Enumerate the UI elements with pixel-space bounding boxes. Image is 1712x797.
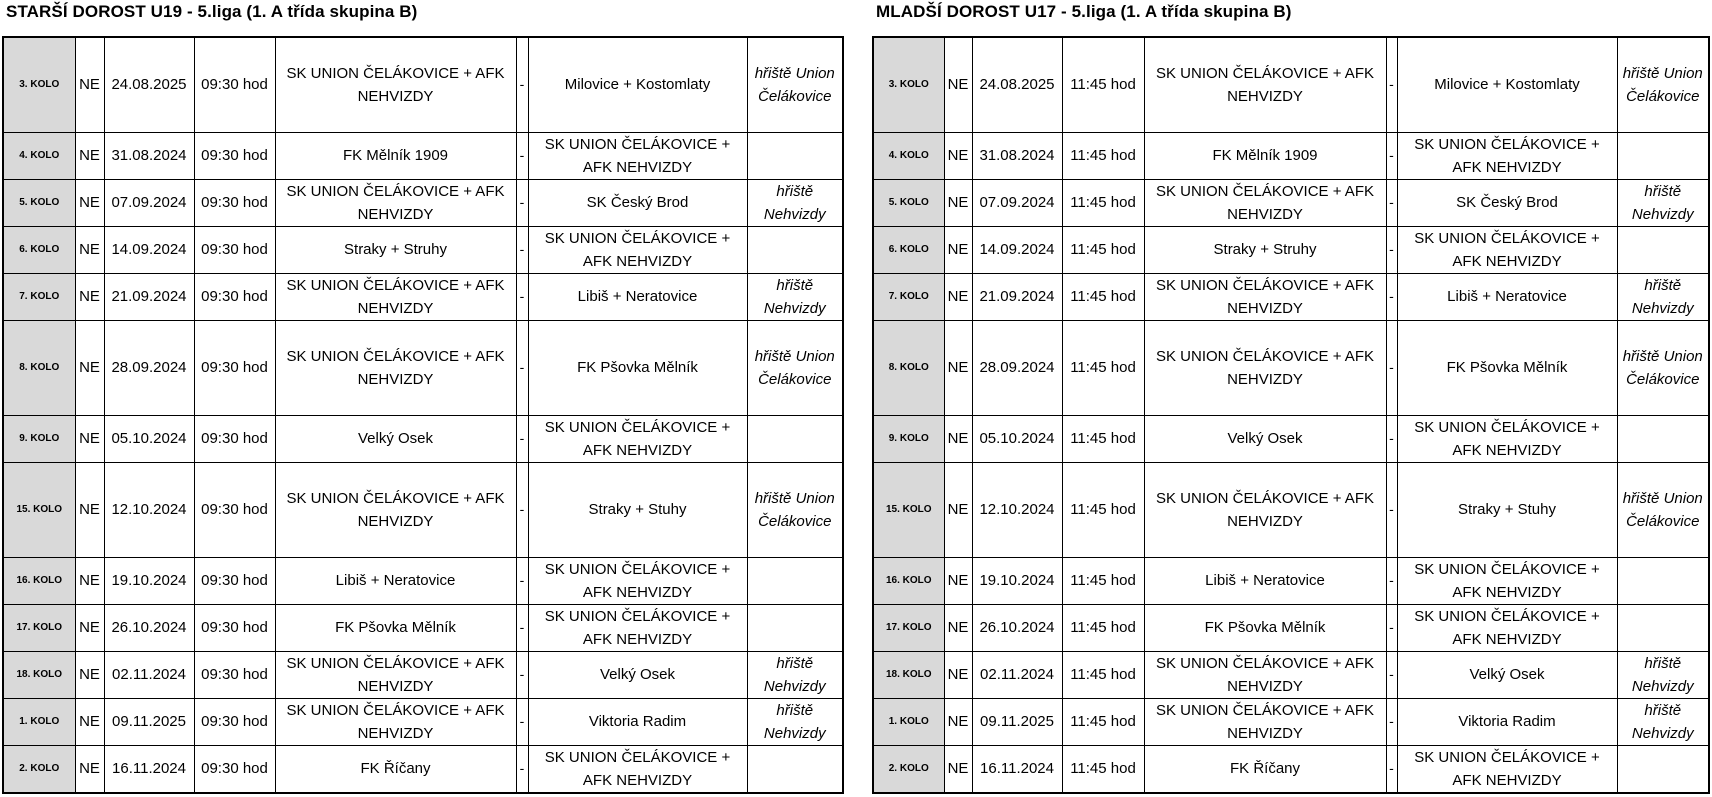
match-row xyxy=(3,37,843,132)
match-row xyxy=(3,273,843,320)
venue-cell xyxy=(747,745,843,793)
separator-cell: - xyxy=(1386,226,1397,273)
day-cell: NE xyxy=(75,745,104,793)
day-cell: NE xyxy=(75,651,104,698)
day-cell: NE xyxy=(944,651,972,698)
kolo-cell: 2. KOLO xyxy=(873,745,944,793)
separator-cell: - xyxy=(516,604,528,651)
match-row xyxy=(873,320,1709,415)
date-cell: 12.10.2024 xyxy=(104,462,194,557)
kolo-cell: 4. KOLO xyxy=(873,132,944,179)
separator-cell: - xyxy=(516,462,528,557)
time-cell: 09:30 hod xyxy=(194,651,275,698)
home-team-cell: SK UNION ČELÁKOVICE + AFK NEHVIZDY xyxy=(1144,462,1386,557)
home-team-cell: SK UNION ČELÁKOVICE + AFK NEHVIZDY xyxy=(275,462,516,557)
time-cell: 11:45 hod xyxy=(1062,651,1144,698)
day-cell: NE xyxy=(75,415,104,462)
away-team-cell: SK UNION ČELÁKOVICE + AFK NEHVIZDY xyxy=(1397,557,1617,604)
separator-cell: - xyxy=(516,320,528,415)
venue-cell xyxy=(1617,415,1709,462)
home-team-cell: SK UNION ČELÁKOVICE + AFK NEHVIZDY xyxy=(1144,698,1386,745)
kolo-cell: 8. KOLO xyxy=(873,320,944,415)
time-cell: 09:30 hod xyxy=(194,132,275,179)
match-row xyxy=(873,604,1709,651)
away-team-cell: SK UNION ČELÁKOVICE + AFK NEHVIZDY xyxy=(528,132,747,179)
kolo-cell: 9. KOLO xyxy=(873,415,944,462)
day-cell: NE xyxy=(75,273,104,320)
schedule-table-u19 xyxy=(2,36,844,794)
time-cell: 09:30 hod xyxy=(194,415,275,462)
away-team-cell: SK UNION ČELÁKOVICE + AFK NEHVIZDY xyxy=(1397,132,1617,179)
home-team-cell: SK UNION ČELÁKOVICE + AFK NEHVIZDY xyxy=(1144,179,1386,226)
date-cell: 05.10.2024 xyxy=(972,415,1062,462)
away-team-cell: SK Český Brod xyxy=(528,179,747,226)
away-team-cell: FK Pšovka Mělník xyxy=(528,320,747,415)
match-row xyxy=(3,557,843,604)
separator-cell: - xyxy=(1386,604,1397,651)
time-cell: 09:30 hod xyxy=(194,745,275,793)
away-team-cell: Libiš + Neratovice xyxy=(528,273,747,320)
venue-cell: hřiště Nehvizdy xyxy=(1617,651,1709,698)
away-team-cell: Straky + Stuhy xyxy=(528,462,747,557)
venue-cell: hřiště Nehvizdy xyxy=(747,273,843,320)
venue-cell: hřiště Nehvizdy xyxy=(747,179,843,226)
match-row xyxy=(873,179,1709,226)
separator-cell: - xyxy=(516,698,528,745)
separator-cell: - xyxy=(1386,37,1397,132)
separator-cell: - xyxy=(516,745,528,793)
time-cell: 11:45 hod xyxy=(1062,698,1144,745)
match-row xyxy=(873,745,1709,793)
away-team-cell: Straky + Stuhy xyxy=(1397,462,1617,557)
home-team-cell: FK Pšovka Mělník xyxy=(1144,604,1386,651)
day-cell: NE xyxy=(944,604,972,651)
time-cell: 09:30 hod xyxy=(194,179,275,226)
date-cell: 14.09.2024 xyxy=(104,226,194,273)
day-cell: NE xyxy=(75,320,104,415)
home-team-cell: SK UNION ČELÁKOVICE + AFK NEHVIZDY xyxy=(1144,651,1386,698)
time-cell: 09:30 hod xyxy=(194,557,275,604)
home-team-cell: SK UNION ČELÁKOVICE + AFK NEHVIZDY xyxy=(1144,37,1386,132)
away-team-cell: Milovice + Kostomlaty xyxy=(528,37,747,132)
kolo-cell: 7. KOLO xyxy=(3,273,75,320)
separator-cell: - xyxy=(516,557,528,604)
match-row xyxy=(3,226,843,273)
venue-cell xyxy=(747,557,843,604)
date-cell: 07.09.2024 xyxy=(972,179,1062,226)
day-cell: NE xyxy=(944,273,972,320)
separator-cell: - xyxy=(516,179,528,226)
kolo-cell: 3. KOLO xyxy=(3,37,75,132)
venue-cell: hřiště Union Čelákovice xyxy=(747,37,843,132)
time-cell: 09:30 hod xyxy=(194,273,275,320)
away-team-cell: Viktoria Radim xyxy=(528,698,747,745)
venue-cell xyxy=(747,415,843,462)
match-row xyxy=(873,37,1709,132)
venue-cell: hřiště Union Čelákovice xyxy=(747,320,843,415)
day-cell: NE xyxy=(944,462,972,557)
venue-cell: hřiště Union Čelákovice xyxy=(747,462,843,557)
schedule-title-u19: STARŠÍ DOROST U19 - 5.liga (1. A třída skupina B) xyxy=(6,2,418,21)
time-cell: 11:45 hod xyxy=(1062,273,1144,320)
match-row xyxy=(3,745,843,793)
match-row xyxy=(3,415,843,462)
separator-cell: - xyxy=(516,273,528,320)
venue-cell: hřiště Union Čelákovice xyxy=(1617,37,1709,132)
away-team-cell: SK Český Brod xyxy=(1397,179,1617,226)
match-row xyxy=(873,698,1709,745)
away-team-cell: SK UNION ČELÁKOVICE + AFK NEHVIZDY xyxy=(528,604,747,651)
kolo-cell: 6. KOLO xyxy=(3,226,75,273)
kolo-cell: 16. KOLO xyxy=(3,557,75,604)
match-row xyxy=(873,226,1709,273)
kolo-cell: 6. KOLO xyxy=(873,226,944,273)
venue-cell xyxy=(1617,604,1709,651)
venue-cell xyxy=(1617,132,1709,179)
match-row xyxy=(3,320,843,415)
match-row xyxy=(873,557,1709,604)
venue-cell: hřiště Union Čelákovice xyxy=(1617,320,1709,415)
date-cell: 05.10.2024 xyxy=(104,415,194,462)
home-team-cell: FK Mělník 1909 xyxy=(275,132,516,179)
day-cell: NE xyxy=(944,179,972,226)
time-cell: 11:45 hod xyxy=(1062,226,1144,273)
day-cell: NE xyxy=(944,132,972,179)
match-row xyxy=(3,132,843,179)
day-cell: NE xyxy=(75,132,104,179)
date-cell: 26.10.2024 xyxy=(104,604,194,651)
kolo-cell: 2. KOLO xyxy=(3,745,75,793)
date-cell: 16.11.2024 xyxy=(972,745,1062,793)
away-team-cell: SK UNION ČELÁKOVICE + AFK NEHVIZDY xyxy=(528,557,747,604)
match-row xyxy=(3,651,843,698)
time-cell: 09:30 hod xyxy=(194,604,275,651)
home-team-cell: SK UNION ČELÁKOVICE + AFK NEHVIZDY xyxy=(1144,320,1386,415)
kolo-cell: 16. KOLO xyxy=(873,557,944,604)
separator-cell: - xyxy=(1386,557,1397,604)
date-cell: 09.11.2025 xyxy=(104,698,194,745)
separator-cell: - xyxy=(1386,132,1397,179)
separator-cell: - xyxy=(1386,745,1397,793)
away-team-cell: Velký Osek xyxy=(1397,651,1617,698)
day-cell: NE xyxy=(75,557,104,604)
match-row xyxy=(3,604,843,651)
kolo-cell: 1. KOLO xyxy=(873,698,944,745)
date-cell: 02.11.2024 xyxy=(972,651,1062,698)
away-team-cell: SK UNION ČELÁKOVICE + AFK NEHVIZDY xyxy=(528,415,747,462)
away-team-cell: SK UNION ČELÁKOVICE + AFK NEHVIZDY xyxy=(528,745,747,793)
day-cell: NE xyxy=(944,37,972,132)
day-cell: NE xyxy=(75,37,104,132)
home-team-cell: Velký Osek xyxy=(1144,415,1386,462)
separator-cell: - xyxy=(1386,698,1397,745)
home-team-cell: SK UNION ČELÁKOVICE + AFK NEHVIZDY xyxy=(275,320,516,415)
venue-cell xyxy=(1617,745,1709,793)
venue-cell: hřiště Nehvizdy xyxy=(1617,179,1709,226)
time-cell: 09:30 hod xyxy=(194,698,275,745)
kolo-cell: 3. KOLO xyxy=(873,37,944,132)
day-cell: NE xyxy=(944,698,972,745)
separator-cell: - xyxy=(1386,273,1397,320)
match-row xyxy=(873,132,1709,179)
venue-cell xyxy=(747,226,843,273)
kolo-cell: 18. KOLO xyxy=(873,651,944,698)
home-team-cell: SK UNION ČELÁKOVICE + AFK NEHVIZDY xyxy=(1144,273,1386,320)
day-cell: NE xyxy=(944,745,972,793)
day-cell: NE xyxy=(75,698,104,745)
kolo-cell: 5. KOLO xyxy=(3,179,75,226)
kolo-cell: 7. KOLO xyxy=(873,273,944,320)
venue-cell: hřiště Nehvizdy xyxy=(1617,698,1709,745)
venue-cell xyxy=(747,132,843,179)
venue-cell xyxy=(1617,557,1709,604)
time-cell: 09:30 hod xyxy=(194,462,275,557)
time-cell: 11:45 hod xyxy=(1062,462,1144,557)
home-team-cell: SK UNION ČELÁKOVICE + AFK NEHVIZDY xyxy=(275,698,516,745)
day-cell: NE xyxy=(944,415,972,462)
date-cell: 14.09.2024 xyxy=(972,226,1062,273)
home-team-cell: FK Říčany xyxy=(1144,745,1386,793)
match-row xyxy=(3,462,843,557)
away-team-cell: FK Pšovka Mělník xyxy=(1397,320,1617,415)
away-team-cell: SK UNION ČELÁKOVICE + AFK NEHVIZDY xyxy=(1397,415,1617,462)
home-team-cell: SK UNION ČELÁKOVICE + AFK NEHVIZDY xyxy=(275,179,516,226)
separator-cell: - xyxy=(1386,179,1397,226)
kolo-cell: 9. KOLO xyxy=(3,415,75,462)
time-cell: 09:30 hod xyxy=(194,320,275,415)
home-team-cell: Libiš + Neratovice xyxy=(1144,557,1386,604)
time-cell: 11:45 hod xyxy=(1062,604,1144,651)
time-cell: 11:45 hod xyxy=(1062,179,1144,226)
date-cell: 16.11.2024 xyxy=(104,745,194,793)
date-cell: 07.09.2024 xyxy=(104,179,194,226)
time-cell: 09:30 hod xyxy=(194,226,275,273)
time-cell: 11:45 hod xyxy=(1062,745,1144,793)
home-team-cell: Straky + Struhy xyxy=(275,226,516,273)
away-team-cell: Libiš + Neratovice xyxy=(1397,273,1617,320)
date-cell: 19.10.2024 xyxy=(104,557,194,604)
home-team-cell: Velký Osek xyxy=(275,415,516,462)
away-team-cell: Velký Osek xyxy=(528,651,747,698)
kolo-cell: 1. KOLO xyxy=(3,698,75,745)
day-cell: NE xyxy=(944,226,972,273)
separator-cell: - xyxy=(516,226,528,273)
kolo-cell: 18. KOLO xyxy=(3,651,75,698)
home-team-cell: Libiš + Neratovice xyxy=(275,557,516,604)
kolo-cell: 17. KOLO xyxy=(3,604,75,651)
schedule-title-u17: MLADŠÍ DOROST U17 - 5.liga (1. A třída skupina B) xyxy=(876,2,1292,21)
day-cell: NE xyxy=(75,462,104,557)
kolo-cell: 17. KOLO xyxy=(873,604,944,651)
home-team-cell: Straky + Struhy xyxy=(1144,226,1386,273)
separator-cell: - xyxy=(1386,462,1397,557)
separator-cell: - xyxy=(1386,320,1397,415)
separator-cell: - xyxy=(516,37,528,132)
date-cell: 09.11.2025 xyxy=(972,698,1062,745)
date-cell: 12.10.2024 xyxy=(972,462,1062,557)
venue-cell xyxy=(747,604,843,651)
kolo-cell: 15. KOLO xyxy=(3,462,75,557)
home-team-cell: FK Pšovka Mělník xyxy=(275,604,516,651)
day-cell: NE xyxy=(75,604,104,651)
match-row xyxy=(3,179,843,226)
time-cell: 11:45 hod xyxy=(1062,415,1144,462)
separator-cell: - xyxy=(516,651,528,698)
separator-cell: - xyxy=(1386,651,1397,698)
venue-cell: hřiště Nehvizdy xyxy=(747,651,843,698)
day-cell: NE xyxy=(944,320,972,415)
match-row xyxy=(873,273,1709,320)
venue-cell: hřiště Nehvizdy xyxy=(747,698,843,745)
venue-cell xyxy=(1617,226,1709,273)
date-cell: 02.11.2024 xyxy=(104,651,194,698)
away-team-cell: SK UNION ČELÁKOVICE + AFK NEHVIZDY xyxy=(1397,604,1617,651)
away-team-cell: Milovice + Kostomlaty xyxy=(1397,37,1617,132)
date-cell: 21.09.2024 xyxy=(104,273,194,320)
kolo-cell: 15. KOLO xyxy=(873,462,944,557)
venue-cell: hřiště Nehvizdy xyxy=(1617,273,1709,320)
away-team-cell: SK UNION ČELÁKOVICE + AFK NEHVIZDY xyxy=(528,226,747,273)
home-team-cell: FK Říčany xyxy=(275,745,516,793)
schedule-table-u17 xyxy=(872,36,1710,794)
separator-cell: - xyxy=(516,415,528,462)
time-cell: 11:45 hod xyxy=(1062,320,1144,415)
day-cell: NE xyxy=(75,226,104,273)
separator-cell: - xyxy=(516,132,528,179)
time-cell: 11:45 hod xyxy=(1062,557,1144,604)
away-team-cell: Viktoria Radim xyxy=(1397,698,1617,745)
kolo-cell: 4. KOLO xyxy=(3,132,75,179)
away-team-cell: SK UNION ČELÁKOVICE + AFK NEHVIZDY xyxy=(1397,745,1617,793)
date-cell: 19.10.2024 xyxy=(972,557,1062,604)
date-cell: 26.10.2024 xyxy=(972,604,1062,651)
date-cell: 24.08.2025 xyxy=(972,37,1062,132)
match-row xyxy=(873,651,1709,698)
time-cell: 09:30 hod xyxy=(194,37,275,132)
date-cell: 21.09.2024 xyxy=(972,273,1062,320)
kolo-cell: 5. KOLO xyxy=(873,179,944,226)
match-row xyxy=(3,698,843,745)
home-team-cell: FK Mělník 1909 xyxy=(1144,132,1386,179)
kolo-cell: 8. KOLO xyxy=(3,320,75,415)
match-row xyxy=(873,415,1709,462)
day-cell: NE xyxy=(944,557,972,604)
away-team-cell: SK UNION ČELÁKOVICE + AFK NEHVIZDY xyxy=(1397,226,1617,273)
home-team-cell: SK UNION ČELÁKOVICE + AFK NEHVIZDY xyxy=(275,37,516,132)
time-cell: 11:45 hod xyxy=(1062,37,1144,132)
match-row xyxy=(873,462,1709,557)
separator-cell: - xyxy=(1386,415,1397,462)
home-team-cell: SK UNION ČELÁKOVICE + AFK NEHVIZDY xyxy=(275,651,516,698)
date-cell: 28.09.2024 xyxy=(104,320,194,415)
date-cell: 31.08.2024 xyxy=(104,132,194,179)
date-cell: 31.08.2024 xyxy=(972,132,1062,179)
day-cell: NE xyxy=(75,179,104,226)
date-cell: 28.09.2024 xyxy=(972,320,1062,415)
date-cell: 24.08.2025 xyxy=(104,37,194,132)
venue-cell: hřiště Union Čelákovice xyxy=(1617,462,1709,557)
home-team-cell: SK UNION ČELÁKOVICE + AFK NEHVIZDY xyxy=(275,273,516,320)
time-cell: 11:45 hod xyxy=(1062,132,1144,179)
